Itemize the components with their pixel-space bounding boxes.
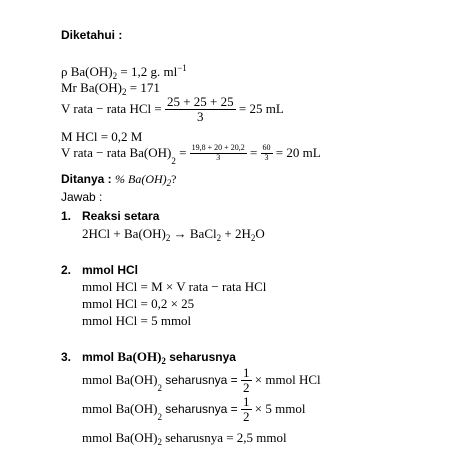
volume-hcl-denominator: 3 xyxy=(197,108,204,124)
mmol-hcl-substitution: mmol HCl = 0,2 × 25 xyxy=(82,296,195,311)
volume-hcl-line xyxy=(61,95,284,123)
mmol-baoh2-result xyxy=(82,430,287,447)
volume-baoh2-rhs: = 20 mL xyxy=(272,145,321,161)
molarity-hcl-line: M HCl = 0,2 M xyxy=(61,129,143,144)
equation-sub-a: 2 xyxy=(165,233,171,243)
result-rhs: seharusnya = 2,5 mmol xyxy=(161,430,287,445)
balanced-equation xyxy=(82,226,265,243)
volume-hcl-fraction xyxy=(165,95,236,123)
result-sub: 2 xyxy=(157,437,162,447)
volume-baoh2-sub: 2 xyxy=(171,156,176,166)
equation-part-c: + 2H xyxy=(221,226,251,241)
step-1-number: 1. xyxy=(61,209,72,223)
ditanya-end: ? xyxy=(171,172,177,186)
volume-baoh2-fraction-2 xyxy=(261,144,273,162)
molar-mass-lhs: Mr Ba(OH) xyxy=(61,80,123,95)
density-rhs: = 1,2 g. ml xyxy=(117,64,178,79)
equation-part-d: O xyxy=(255,226,265,241)
substitution-fraction xyxy=(241,395,252,423)
volume-hcl-numerator: 25 + 25 + 25 xyxy=(166,94,234,109)
formula-rhs: × mmol HCl xyxy=(251,372,321,388)
step-3-title-b: Ba(OH) xyxy=(117,349,162,364)
density-sub: 2 xyxy=(112,71,118,81)
substitution-lhs: mmol Ba(OH) xyxy=(82,401,158,417)
substitution-mid: seharusnya = xyxy=(161,402,242,417)
formula-numerator: 1 xyxy=(243,365,250,380)
jawab-label: Jawab : xyxy=(61,190,103,204)
volume-hcl-lhs: V rata − rata HCl = xyxy=(61,101,165,117)
step-1-title: Reaksi setara xyxy=(82,209,160,223)
equation-part-b: → BaCl xyxy=(170,226,217,241)
volume-baoh2-line xyxy=(61,144,321,166)
volume-baoh2-fraction-1 xyxy=(190,144,247,162)
mmol-hcl-formula: mmol HCl = M × V rata − rata HCl xyxy=(82,279,267,294)
substitution-rhs: × 5 mmol xyxy=(251,401,306,417)
step-3-number: 3. xyxy=(61,350,72,364)
molar-mass-sub: 2 xyxy=(122,87,127,97)
substitution-sub: 2 xyxy=(157,412,162,423)
mmol-baoh2-formula xyxy=(82,366,321,394)
volume-baoh2-numerator-2: 60 xyxy=(262,143,271,153)
volume-baoh2-numerator-1: 19,8 + 20 + 20,2 xyxy=(191,143,245,153)
equation-sub-b: 2 xyxy=(216,233,222,243)
step-3-title-c: seharusnya xyxy=(165,350,236,364)
result-lhs: mmol Ba(OH) xyxy=(82,430,158,445)
volume-baoh2-eq2: = xyxy=(246,145,261,161)
step-2-number: 2. xyxy=(61,263,72,277)
formula-denominator: 2 xyxy=(243,379,250,395)
ditanya-value: % Ba(OH) xyxy=(115,172,167,186)
step-2-title: mmol HCl xyxy=(82,263,139,277)
mmol-hcl-result: mmol HCl = 5 mmol xyxy=(82,313,192,328)
density-sup: −1 xyxy=(177,63,187,73)
ditanya-line xyxy=(61,172,177,188)
density-lhs: ρ Ba(OH) xyxy=(61,64,113,79)
volume-baoh2-denominator-1: 3 xyxy=(216,152,221,162)
formula-lhs: mmol Ba(OH) xyxy=(82,372,158,388)
ditanya-label: Ditanya : xyxy=(61,172,116,186)
heading-diketahui: Diketahui : xyxy=(61,28,123,42)
mmol-baoh2-substitution xyxy=(82,395,305,423)
ditanya-sub: 2 xyxy=(166,178,172,188)
formula-sub: 2 xyxy=(157,383,162,394)
substitution-denominator: 2 xyxy=(243,408,250,424)
substitution-numerator: 1 xyxy=(243,394,250,409)
volume-baoh2-lhs: V rata − rata Ba(OH) xyxy=(61,145,172,161)
step-3-title-sub: 2 xyxy=(161,356,166,366)
step-3-title-a: mmol xyxy=(82,350,118,364)
formula-mid: seharusnya = xyxy=(161,373,242,388)
volume-baoh2-denominator-2: 3 xyxy=(264,152,269,162)
density-line xyxy=(61,63,187,81)
molar-mass-rhs: = 171 xyxy=(126,80,160,95)
volume-hcl-rhs: = 25 mL xyxy=(235,101,284,117)
step-3-title xyxy=(82,349,236,366)
formula-fraction xyxy=(241,366,252,394)
equation-sub-c: 2 xyxy=(250,233,256,243)
volume-baoh2-eq1: = xyxy=(175,145,190,161)
equation-part-a: 2HCl + Ba(OH) xyxy=(82,226,166,241)
